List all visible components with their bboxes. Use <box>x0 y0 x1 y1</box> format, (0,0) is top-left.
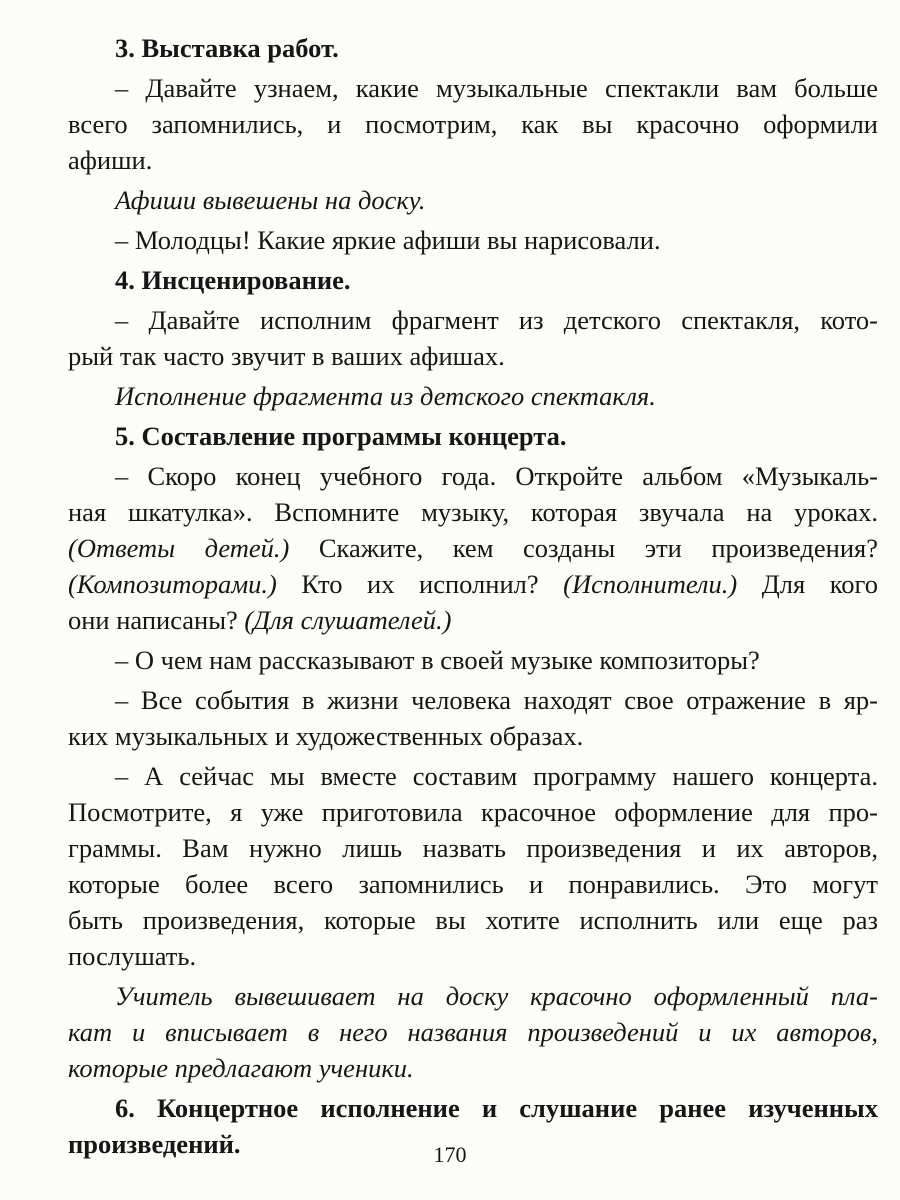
text-line <box>68 718 878 754</box>
text-segment: 5. Составление программы концерта. <box>115 421 567 451</box>
text-line <box>68 794 878 830</box>
text-line <box>68 142 878 178</box>
stage-direction <box>68 182 878 218</box>
section-heading <box>68 418 878 454</box>
page-number: 170 <box>433 1142 467 1167</box>
text-line <box>68 1090 878 1126</box>
text-segment: Учитель вывешивает на доску красочно оформленный пла- <box>115 981 878 1011</box>
text-line <box>68 642 878 678</box>
text-line <box>68 30 878 66</box>
text-segment: – Молодцы! Какие яркие афиши вы нарисовали. <box>115 225 661 255</box>
paragraph <box>68 642 878 678</box>
text-line <box>68 682 878 718</box>
text-line <box>68 458 878 494</box>
text-segment: афиши. <box>68 145 153 175</box>
text-line <box>68 566 878 602</box>
text-line <box>68 938 878 974</box>
text-line <box>68 866 878 902</box>
italic-remark: (Ответы детей.) <box>68 533 290 563</box>
text-segment: рый так часто звучит в ваших афишах. <box>68 341 505 371</box>
text-segment: Афиши вывешены на доску. <box>115 185 426 215</box>
text-line <box>68 338 878 374</box>
text-segment: 4. Инсценирование. <box>115 265 351 295</box>
text-segment: – Давайте узнаем, какие музыкальные спектакли вам больше <box>115 73 878 103</box>
section-heading <box>68 30 878 66</box>
text-line <box>68 302 878 338</box>
text-segment: которые предлагают ученики. <box>68 1053 414 1083</box>
text-segment: они написаны? <box>68 605 245 635</box>
text-line <box>68 978 878 1014</box>
text-segment: ная шкатулка». Вспомните музыку, которая звучала на уроках. <box>68 497 878 527</box>
paragraph <box>68 758 878 974</box>
text-line <box>68 602 878 638</box>
text-segment: – Давайте исполним фрагмент из детского спектакля, кото- <box>115 305 878 335</box>
text-segment: граммы. Вам нужно лишь назвать произведения и их авторов, <box>68 833 878 863</box>
section-heading <box>68 262 878 298</box>
text-segment: быть произведения, которые вы хотите исполнить или еще раз <box>68 905 878 935</box>
text-segment: 3. Выставка работ. <box>115 33 339 63</box>
paragraph <box>68 70 878 178</box>
text-segment: которые более всего запомнились и понравились. Это могут <box>68 869 878 899</box>
text-line <box>68 106 878 142</box>
text-segment: – Все события в жизни человека находят свое отражение в яр- <box>115 685 878 715</box>
text-line <box>68 222 878 258</box>
text-line <box>68 1050 878 1086</box>
text-line <box>68 530 878 566</box>
text-line <box>68 418 878 454</box>
text-line <box>68 70 878 106</box>
text-segment: Кто их исполнил? <box>276 569 564 599</box>
page-body <box>68 26 878 1162</box>
text-line <box>68 758 878 794</box>
text-segment: послушать. <box>68 941 197 971</box>
text-segment: всего запомнились, и посмотрим, как вы красочно оформили <box>68 109 878 139</box>
text-segment: произведений. <box>68 1129 241 1159</box>
text-line <box>68 262 878 298</box>
text-line <box>68 902 878 938</box>
italic-remark: (Для слушателей.) <box>244 605 452 635</box>
stage-direction <box>68 978 878 1086</box>
text-segment: – О чем нам рассказывают в своей музыке композиторы? <box>115 645 760 675</box>
text-line <box>68 1014 878 1050</box>
italic-remark: (Композиторами.) <box>68 569 277 599</box>
text-segment: – А сейчас мы вместе составим программу нашего концерта. <box>115 761 878 791</box>
text-segment: ких музыкальных и художественных образах. <box>68 721 584 751</box>
text-segment: Исполнение фрагмента из детского спектакля. <box>115 381 656 411</box>
paragraph <box>68 222 878 258</box>
text-segment: Для кого <box>737 569 878 599</box>
text-line <box>68 494 878 530</box>
stage-direction <box>68 378 878 414</box>
text-line <box>68 830 878 866</box>
text-line <box>68 182 878 218</box>
text-segment: – Скоро конец учебного года. Откройте альбом «Музыкаль- <box>115 461 878 491</box>
text-segment: кат и вписывает в него названия произведений и их авторов, <box>68 1017 878 1047</box>
paragraph <box>68 458 878 638</box>
text-segment: 6. Концертное исполнение и слушание ранее изученных <box>115 1093 878 1123</box>
text-segment: Скажите, кем созданы эти произведения? <box>289 533 878 563</box>
text-line <box>68 378 878 414</box>
text-segment: Посмотрите, я уже приготовила красочное оформление для про- <box>68 797 878 827</box>
paragraph <box>68 682 878 754</box>
italic-remark: (Исполнители.) <box>563 569 738 599</box>
paragraph <box>68 302 878 374</box>
